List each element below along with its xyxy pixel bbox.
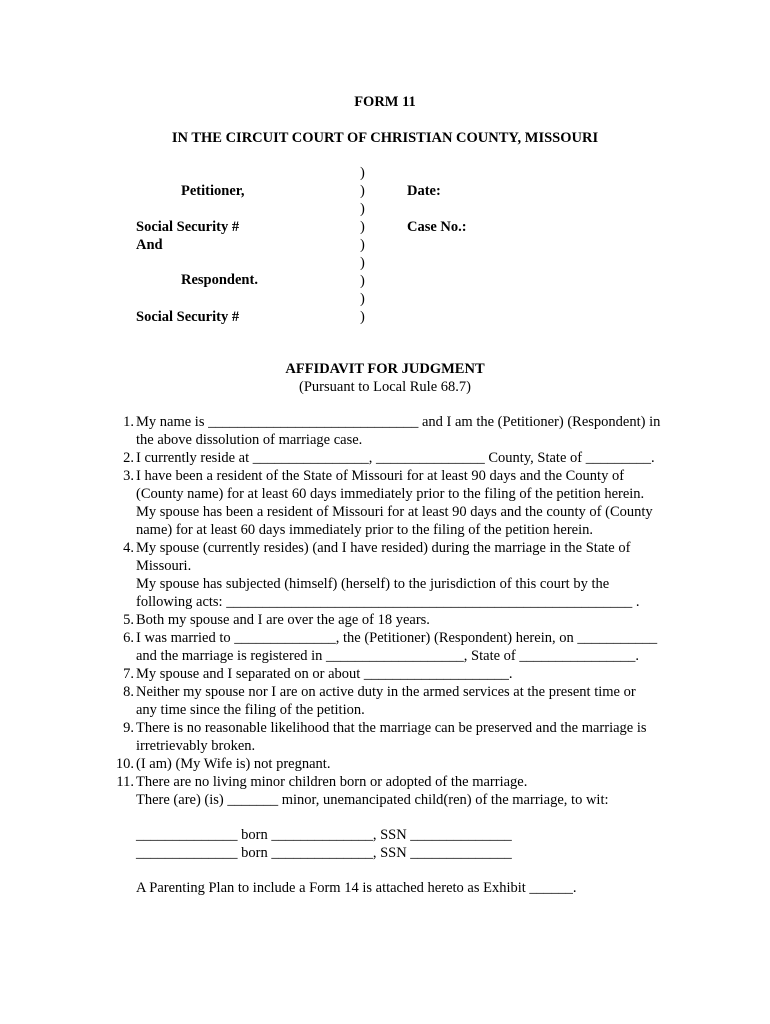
and-label: And (136, 237, 163, 253)
item-number: 7. (123, 666, 134, 682)
paren: ) (360, 255, 365, 271)
item-number: 3. (123, 468, 134, 484)
item-text: There (are) (is) _______ minor, unemancipated child(ren) of the marriage, to wit: (136, 792, 609, 808)
list-item (110, 629, 690, 665)
children-list (136, 826, 512, 862)
item-number: 8. (123, 684, 134, 700)
affidavit-statements (110, 413, 690, 809)
item-text: Missouri. (136, 558, 192, 574)
item-number: 4. (123, 540, 134, 556)
item-text: My spouse (currently resides) (and I have resided) during the marriage in the State of (136, 540, 631, 556)
paren: ) (360, 201, 365, 217)
list-item (110, 719, 690, 755)
list-item (110, 611, 690, 629)
paren: ) (360, 291, 365, 307)
paren: ) (360, 273, 365, 289)
caption-divider (360, 164, 372, 326)
item-text: I was married to ______________, the (Petitioner) (Respondent) herein, on ___________ (136, 630, 658, 646)
list-item (110, 773, 690, 809)
item-number: 6. (123, 630, 134, 646)
item-text: and the marriage is registered in ___________________, State of ________________. (136, 648, 639, 664)
item-text: any time since the filing of the petition. (136, 702, 365, 718)
item-text: Both my spouse and I are over the age of 18 years. (136, 612, 430, 628)
child-row: ______________ born ______________, SSN ______________ (136, 845, 512, 861)
paren: ) (360, 165, 365, 181)
list-item (110, 755, 690, 773)
list-item (110, 665, 690, 683)
document-title: AFFIDAVIT FOR JUDGMENT (285, 361, 485, 377)
item-number: 5. (123, 612, 134, 628)
child-row: ______________ born ______________, SSN ______________ (136, 827, 512, 843)
item-text: the above dissolution of marriage case. (136, 432, 363, 448)
item-number: 9. (123, 720, 134, 736)
item-text: I currently reside at ________________, _______________ County, State of _________. (136, 450, 655, 466)
item-text: irretrievably broken. (136, 738, 256, 754)
paren: ) (360, 237, 365, 253)
item-text: I have been a resident of the State of Missouri for at least 90 days and the County of (136, 468, 625, 484)
item-text: My name is _____________________________ and I am the (Petitioner) (Respondent) in (136, 414, 661, 430)
ssn-label-petitioner: Social Security # (136, 219, 240, 235)
petitioner-label: Petitioner, (181, 183, 245, 199)
item-text: There are no living minor children born or adopted of the marriage. (136, 774, 528, 790)
paren: ) (360, 183, 365, 199)
list-item (110, 413, 690, 449)
paren: ) (360, 219, 365, 235)
item-text: (County name) for at least 60 days immediately prior to the filing of the petition herein. (136, 486, 645, 502)
parenting-plan-statement: A Parenting Plan to include a Form 14 is attached hereto as Exhibit ______. (136, 880, 577, 896)
item-number: 1. (123, 414, 134, 430)
item-number: 11. (116, 774, 134, 790)
item-text: name) for at least 60 days immediately prior to the filing of the petition herein. (136, 522, 594, 538)
ssn-label-respondent: Social Security # (136, 309, 240, 325)
item-text: Neither my spouse nor I are on active duty in the armed services at the present time or (136, 684, 636, 700)
list-item (110, 449, 690, 467)
item-text: (I am) (My Wife is) not pregnant. (136, 756, 331, 772)
item-text: My spouse has subjected (himself) (herself) to the jurisdiction of this court by the (136, 576, 610, 592)
respondent-label: Respondent. (181, 272, 258, 288)
list-item (110, 467, 690, 539)
item-text: My spouse has been a resident of Missouri for at least 90 days and the county of (County (136, 504, 653, 520)
court-heading: IN THE CIRCUIT COURT OF CHRISTIAN COUNTY, MISSOURI (171, 130, 599, 146)
form-number: FORM 11 (354, 94, 416, 110)
item-text: There is no reasonable likelihood that the marriage can be preserved and the marriage is (136, 720, 647, 736)
list-item (110, 683, 690, 719)
item-number: 10. (115, 756, 134, 772)
paren: ) (360, 309, 365, 325)
item-text: My spouse and I separated on or about ____________________. (136, 666, 513, 682)
document-subtitle: (Pursuant to Local Rule 68.7) (299, 379, 471, 395)
date-label: Date: (407, 183, 441, 199)
item-number: 2. (123, 450, 134, 466)
list-item (110, 539, 690, 611)
item-text: following acts: ________________________________________________________ . (136, 594, 640, 610)
case-no-label: Case No.: (407, 219, 467, 235)
